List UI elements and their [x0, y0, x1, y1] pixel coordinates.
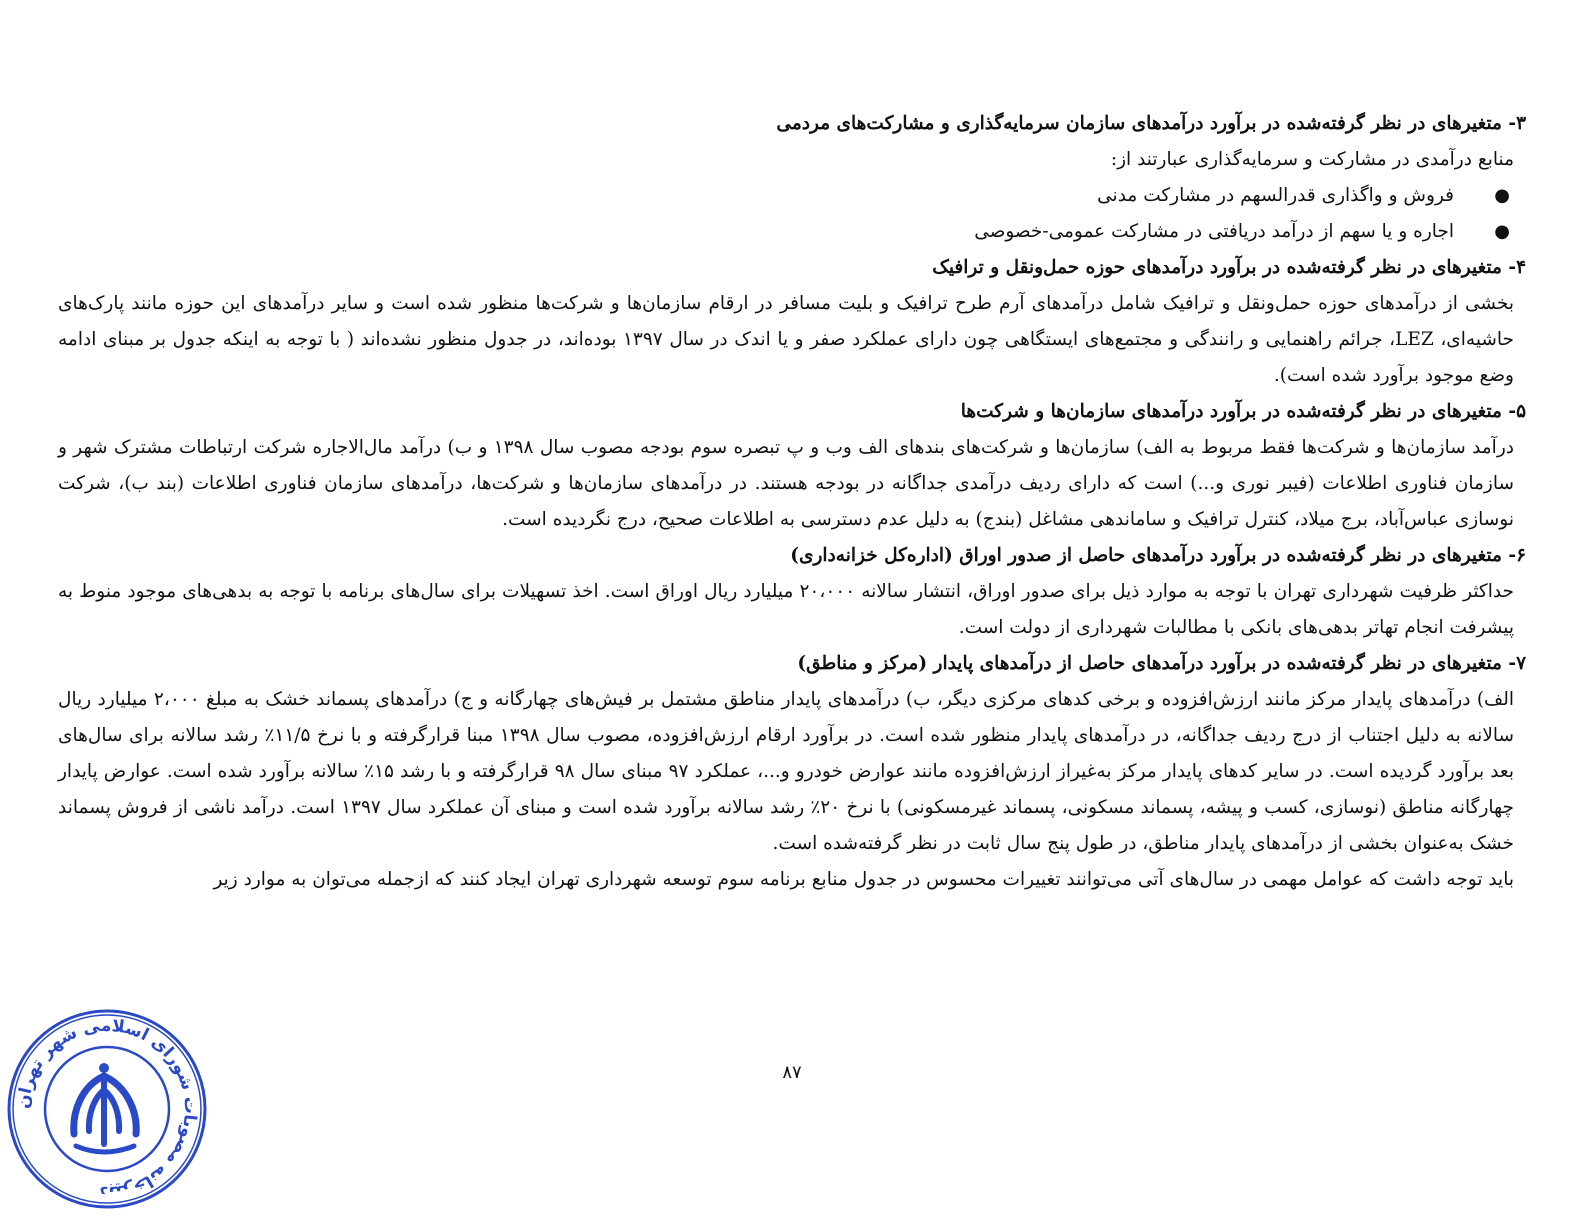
bullet-icon: ● [1494, 221, 1510, 242]
page-content [58, 106, 1526, 898]
bullet-item [58, 178, 1514, 214]
bullet-text: فروش و واگذاری قدرالسهم در مشارکت مدنی [1097, 185, 1454, 206]
section-4-heading: ۴- متغیرهای در نظر گرفته‌شده در برآورد درآمدهای حوزه حمل‌ونقل و ترافیک [932, 257, 1526, 278]
section-3-heading: ۳- متغیرهای در نظر گرفته‌شده در برآورد درآمدهای سازمان سرمایه‌گذاری و مشارکت‌های مردمی [776, 113, 1526, 134]
seal-ring-text: دبیرخانه مصوبات شورای اسلامی شهر تهران [13, 1015, 201, 1203]
section-4-body: بخشی از درآمدهای حوزه حمل‌ونقل و ترافیک شامل درآمدهای آرم طرح ترافیک و بلیت مسافر در ارقام سازمان‌ها و شرکت‌ها منظور شده است و سایر درآمدهای این حوزه مانند پارک‌های حاشیه‌ای، LEZ، جرائم راهنمایی و رانندگی و مجتمع‌های ایستگاهی چون دارای عملکرد صفر و یا اندک در سال ۱۳۹۷ بوده‌اند، در جدول منظور نشده‌اند ( با توجه به اینکه جدول بر مبنای ادامه وضع موجود برآورد شده است). [58, 293, 1514, 386]
closing-paragraph: باید توجه داشت که عوامل مهمی در سال‌های آتی می‌توانند تغییرات محسوس در جدول منابع برنامه سوم توسعه شهرداری تهران ایجاد کنند که ازجمله می‌توان به موارد زیر [213, 869, 1514, 890]
section-7-heading: ۷- متغیرهای در نظر گرفته‌شده در برآورد درآمدهای حاصل از درآمدهای پایدار (مرکز و مناطق) [797, 653, 1526, 674]
section-3-bullet-list [58, 178, 1526, 250]
section-5-body: درآمد سازمان‌ها و شرکت‌ها فقط مربوط به الف) سازمان‌ها و شرکت‌های بندهای الف وب و پ تبصره سوم بودجه مصوب سال ۱۳۹۸ و ب) درآمد مال‌الاجاره شرکت ارتباطات مشترک شهر و سازمان فناوری اطلاعات (فیبر نوری و...) است که دارای ردیف درآمدی جداگانه در بودجه هستند. در درآمدهای سازمان‌ها و شرکت‌ها، درآمدهای سازمان فناوری اطلاعات (بند ب)، شرکت نوسازی عباس‌آباد، برج میلاد، کنترل ترافیک و ساماندهی مشاغل (بندج) به دلیل عدم دسترسی به اطلاعات صحیح، درج نگردیده است. [58, 437, 1514, 530]
section-7-body: الف) درآمدهای پایدار مرکز مانند ارزش‌افزوده و برخی کدهای مرکزی دیگر، ب) درآمدهای پایدار مناطق مشتمل بر فیش‌های چهارگانه و ج) درآمدهای پسماند خشک به مبلغ ۲،۰۰۰ میلیارد ریال سالانه به دلیل اجتناب از درج ردیف جداگانه، در درآمدهای پایدار منظور شده است. در برآورد ارقام ارزش‌افزوده، مصوب سال ۱۳۹۸ مبنا قرارگرفته و با نرخ ۱۱/۵٪ رشد سالانه برای سال‌های بعد برآورد گردیده است. در سایر کدهای پایدار مرکز به‌غیراز ارزش‌افزوده مانند عوارض خودرو و...، عملکرد ۹۷ مبنای سال ۹۸ قرارگرفته و با رشد ۱۵٪ سالانه برآورد شده است. عوارض پایدار چهارگانه مناطق (نوسازی، کسب و پیشه، پسماند مسکونی، پسماند غیرمسکونی) با نرخ ۲۰٪ رشد سالانه برآورد شده است و مبنای آن عملکرد سال ۱۳۹۷ است. درآمد ناشی از فروش پسماند خشک به‌عنوان بخشی از درآمدهای پایدار مناطق، در طول پنج سال ثابت در نظر گرفته‌شده است. [58, 689, 1515, 854]
section-5-heading: ۵- متغیرهای در نظر گرفته‌شده در برآورد درآمدهای سازمان‌ها و شرکت‌ها [960, 401, 1526, 422]
page-number: ۸۷ [782, 1062, 802, 1083]
section-6-body: حداکثر ظرفیت شهرداری تهران با توجه به موارد ذیل برای صدور اوراق، انتشار سالانه ۲۰،۰۰۰ میلیارد ریال اوراق است. اخذ تسهیلات برای سال‌های برنامه با توجه به بدهی‌های موجود منوط به پیشرفت انجام تهاتر بدهی‌های بانکی با مطالبات شهرداری از دولت است. [58, 581, 1514, 638]
bullet-text: اجاره و یا سهم از درآمد دریافتی در مشارکت عمومی-خصوصی [974, 221, 1454, 242]
bullet-icon: ● [1494, 185, 1510, 206]
bullet-item [58, 214, 1514, 250]
council-seal-stamp [4, 1006, 210, 1212]
section-3-lead: منابع درآمدی در مشارکت و سرمایه‌گذاری عبارتند از: [1110, 149, 1514, 170]
section-6-heading: ۶- متغیرهای در نظر گرفته‌شده در برآورد درآمدهای حاصل از صدور اوراق (اداره‌کل خزانه‌داری) [790, 545, 1526, 566]
emblem-icon [74, 1063, 136, 1152]
